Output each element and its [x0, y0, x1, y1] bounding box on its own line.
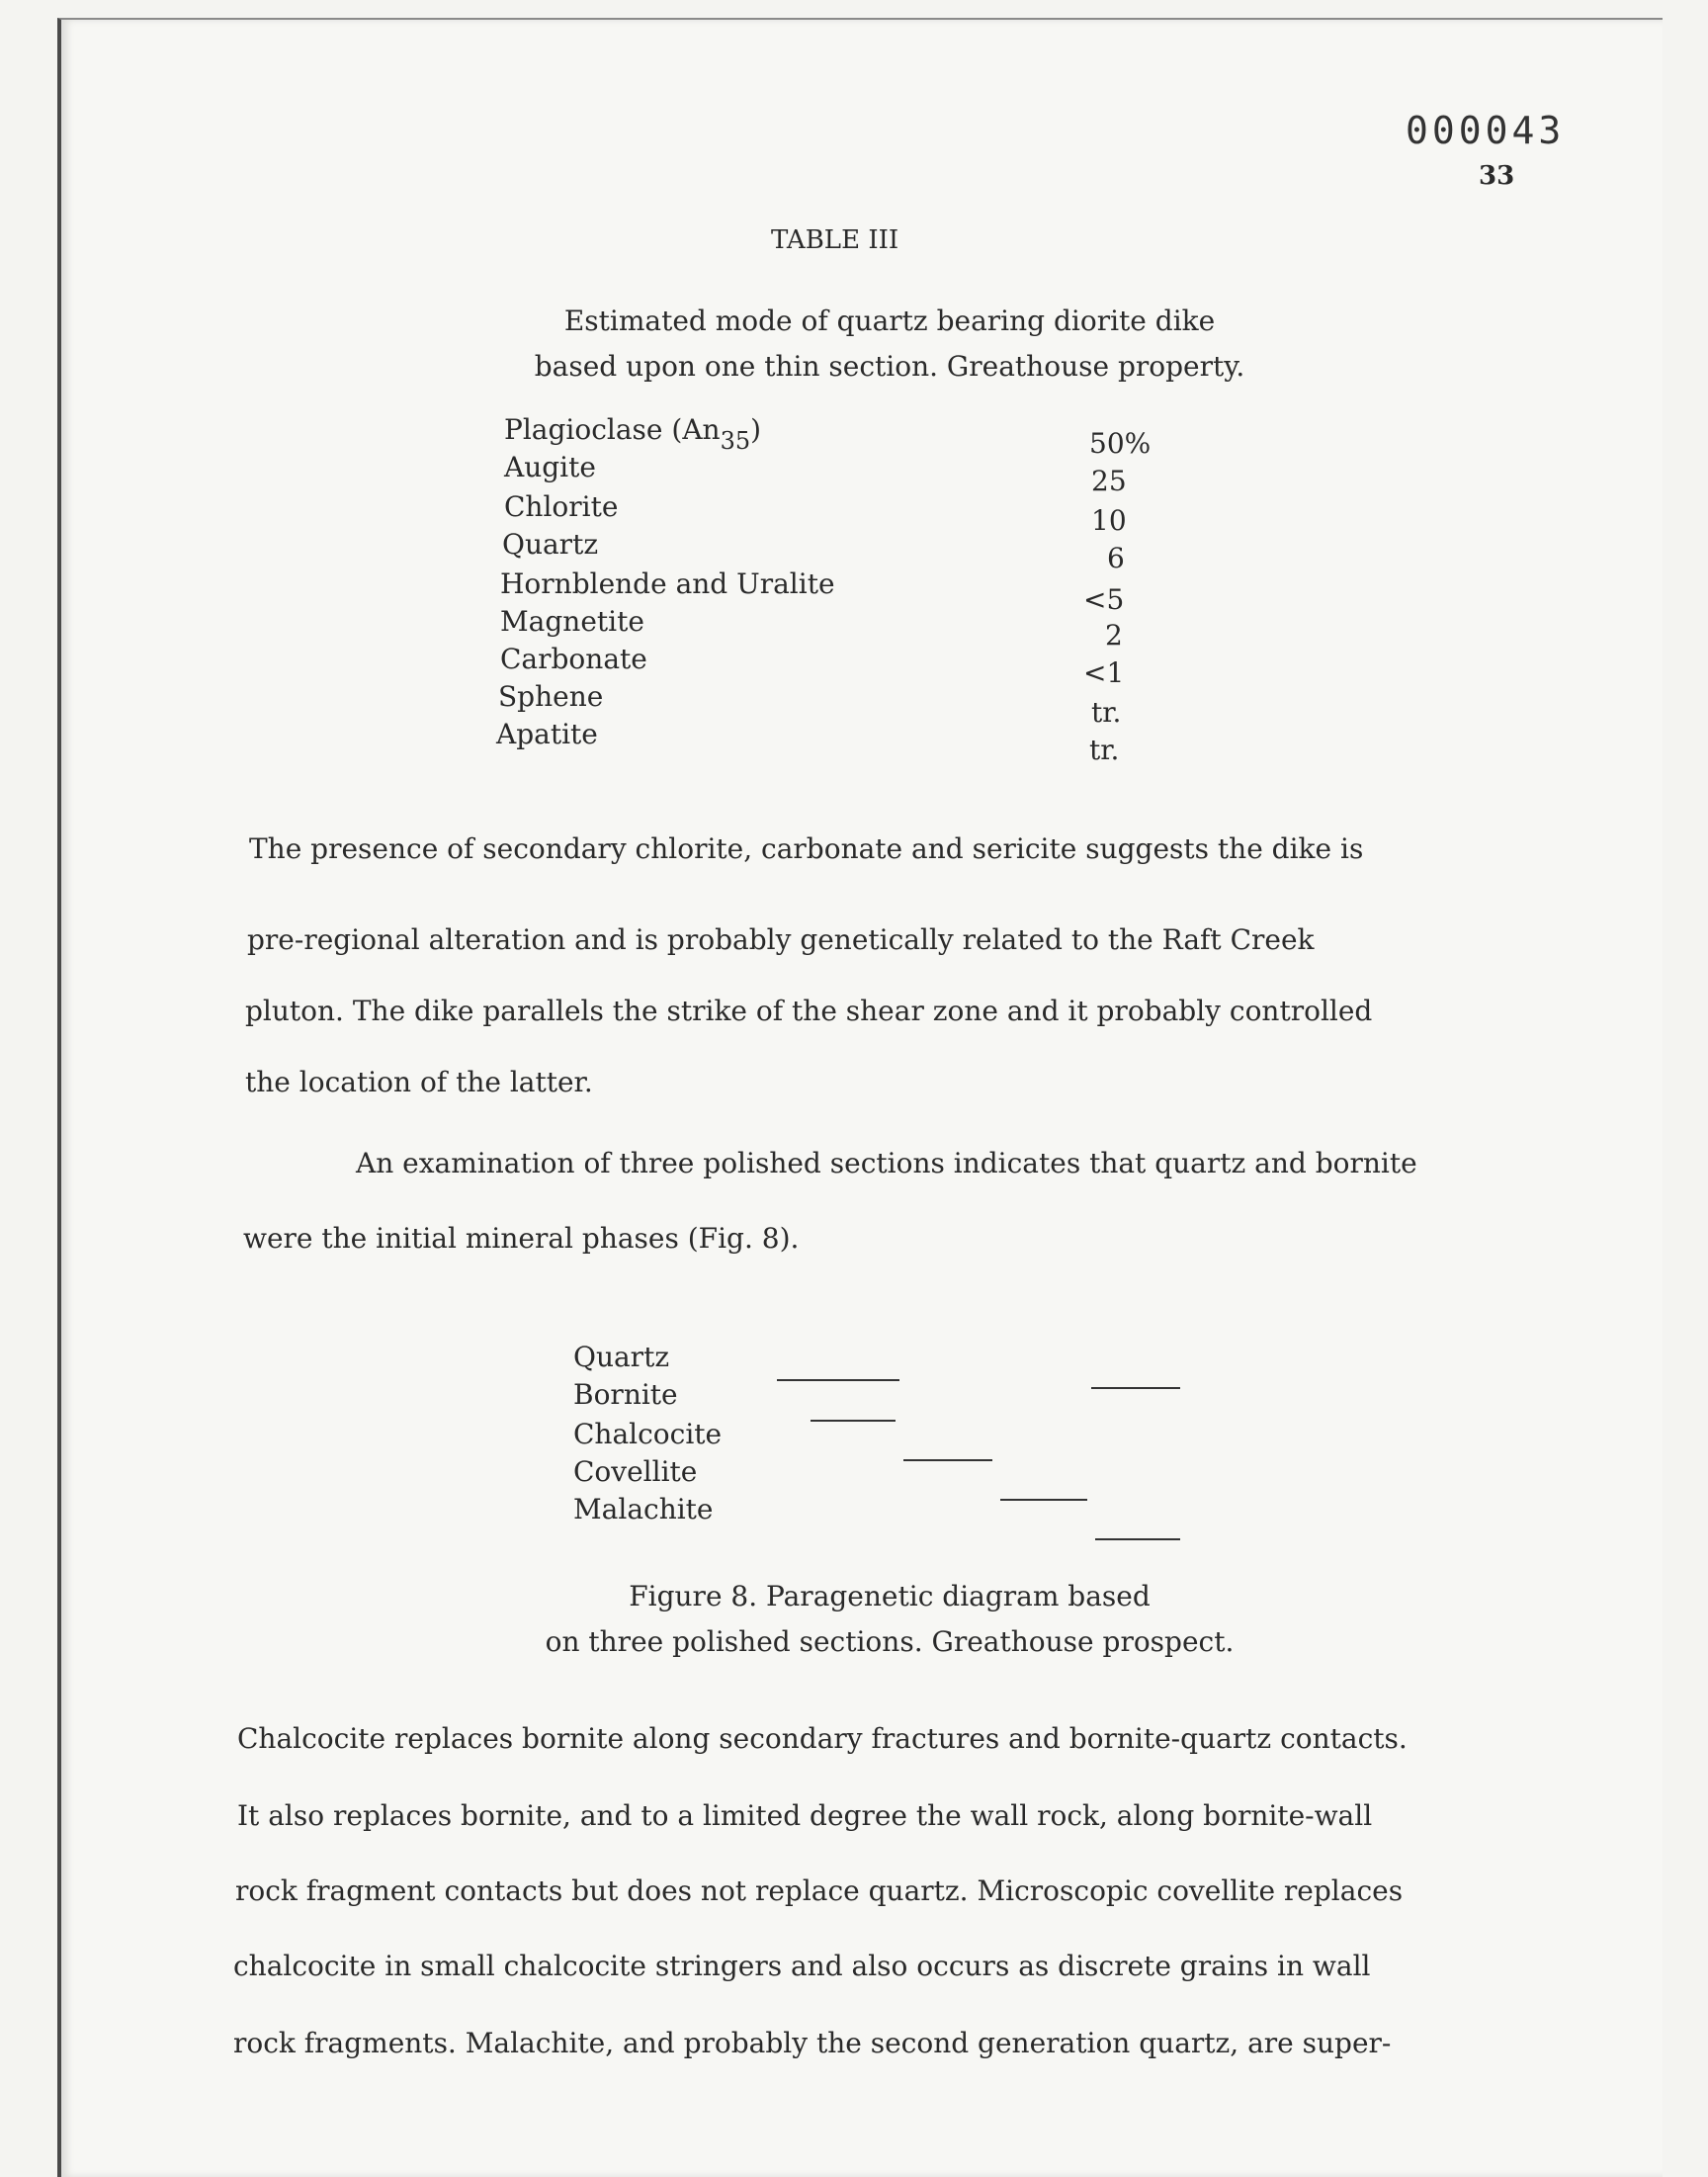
covellite-phase-line	[1000, 1499, 1087, 1501]
mineral-value: <1	[1083, 656, 1125, 689]
paragraph-line: pluton. The dike parallels the strike of the shear zone and it probably controlled	[245, 995, 1373, 1027]
table-caption-line: Estimated mode of quartz bearing diorite dike	[563, 305, 1216, 337]
page-number: 33	[1479, 161, 1515, 191]
figure-caption	[395, 1574, 1384, 1665]
table-row	[504, 451, 596, 483]
mineral-name: Augite	[504, 451, 596, 483]
table-row	[502, 528, 598, 561]
table-row	[498, 680, 603, 713]
mineral-name: Sphene	[498, 680, 604, 713]
table-row	[500, 643, 647, 675]
paragraph-line: pre-regional alteration and is probably genetically related to the Raft Creek	[247, 923, 1315, 956]
malachite-phase-line	[1095, 1538, 1180, 1540]
paragraph-line: rock fragment contacts but does not replace quartz. Microscopic covellite replaces	[235, 1874, 1404, 1907]
mineral-value: <5	[1083, 583, 1125, 616]
paragraph-line: were the initial mineral phases (Fig. 8).	[243, 1222, 800, 1255]
diagram-mineral-label: Bornite	[573, 1378, 678, 1411]
table-row	[500, 567, 835, 600]
mineral-value: tr.	[1091, 696, 1122, 729]
paragraph-line: the location of the latter.	[245, 1066, 593, 1098]
mineral-name: Plagioclase (An	[504, 413, 721, 446]
chalcocite-phase-line	[903, 1459, 992, 1461]
mineral-value: 25	[1091, 465, 1127, 497]
mineral-value: 6	[1107, 542, 1125, 574]
mineral-name: Hornblende and Uralite	[500, 567, 835, 600]
diagram-mineral-label: Malachite	[573, 1493, 714, 1525]
document-stamp-number: 000043	[1406, 109, 1566, 152]
paragraph-line: Chalcocite replaces bornite along secondary fractures and bornite-quartz contacts.	[237, 1722, 1408, 1755]
table-row	[504, 490, 618, 523]
paragraph-line: chalcocite in small chalcocite stringers and also occurs as discrete grains in wall	[233, 1950, 1371, 1982]
paragraph-line: The presence of secondary chlorite, carbonate and sericite suggests the dike is	[249, 832, 1364, 865]
table-row	[496, 718, 598, 750]
table-caption-line: based upon one thin section. Greathouse property.	[534, 350, 1245, 383]
diagram-mineral-label: Chalcocite	[573, 1418, 723, 1450]
mineral-value: 2	[1105, 619, 1123, 652]
table-caption	[395, 299, 1384, 390]
mineral-paren: )	[750, 413, 762, 446]
figure-caption-line: on three polished sections. Greathouse prospect.	[545, 1625, 1235, 1658]
mineral-subscript: 35	[720, 427, 751, 455]
mineral-value: 50%	[1089, 427, 1152, 460]
bornite-phase-line	[811, 1420, 896, 1422]
quartz-second-phase-line	[1091, 1387, 1180, 1389]
paragraph-line: rock fragments. Malachite, and probably the second generation quartz, are super-	[233, 2027, 1392, 2059]
table-title: TABLE III	[771, 225, 899, 255]
mineral-value: tr.	[1089, 734, 1120, 766]
diagram-mineral-label: Quartz	[573, 1341, 670, 1373]
mineral-name: Magnetite	[500, 605, 644, 638]
mineral-name: Quartz	[502, 528, 599, 561]
quartz-phase-line	[777, 1379, 899, 1381]
paragraph-line: An examination of three polished sections indicates that quartz and bornite	[356, 1147, 1417, 1179]
table-row	[504, 413, 762, 455]
table-row	[500, 605, 644, 638]
mineral-name: Apatite	[496, 718, 598, 750]
figure-caption-line: Figure 8. Paragenetic diagram based	[629, 1580, 1151, 1612]
mineral-name: Carbonate	[500, 643, 647, 675]
diagram-mineral-label: Covellite	[573, 1455, 698, 1488]
mineral-value: 10	[1091, 504, 1127, 537]
paragraph-line: It also replaces bornite, and to a limited degree the wall rock, along bornite-wall	[237, 1799, 1373, 1832]
mineral-name: Chlorite	[504, 490, 619, 523]
